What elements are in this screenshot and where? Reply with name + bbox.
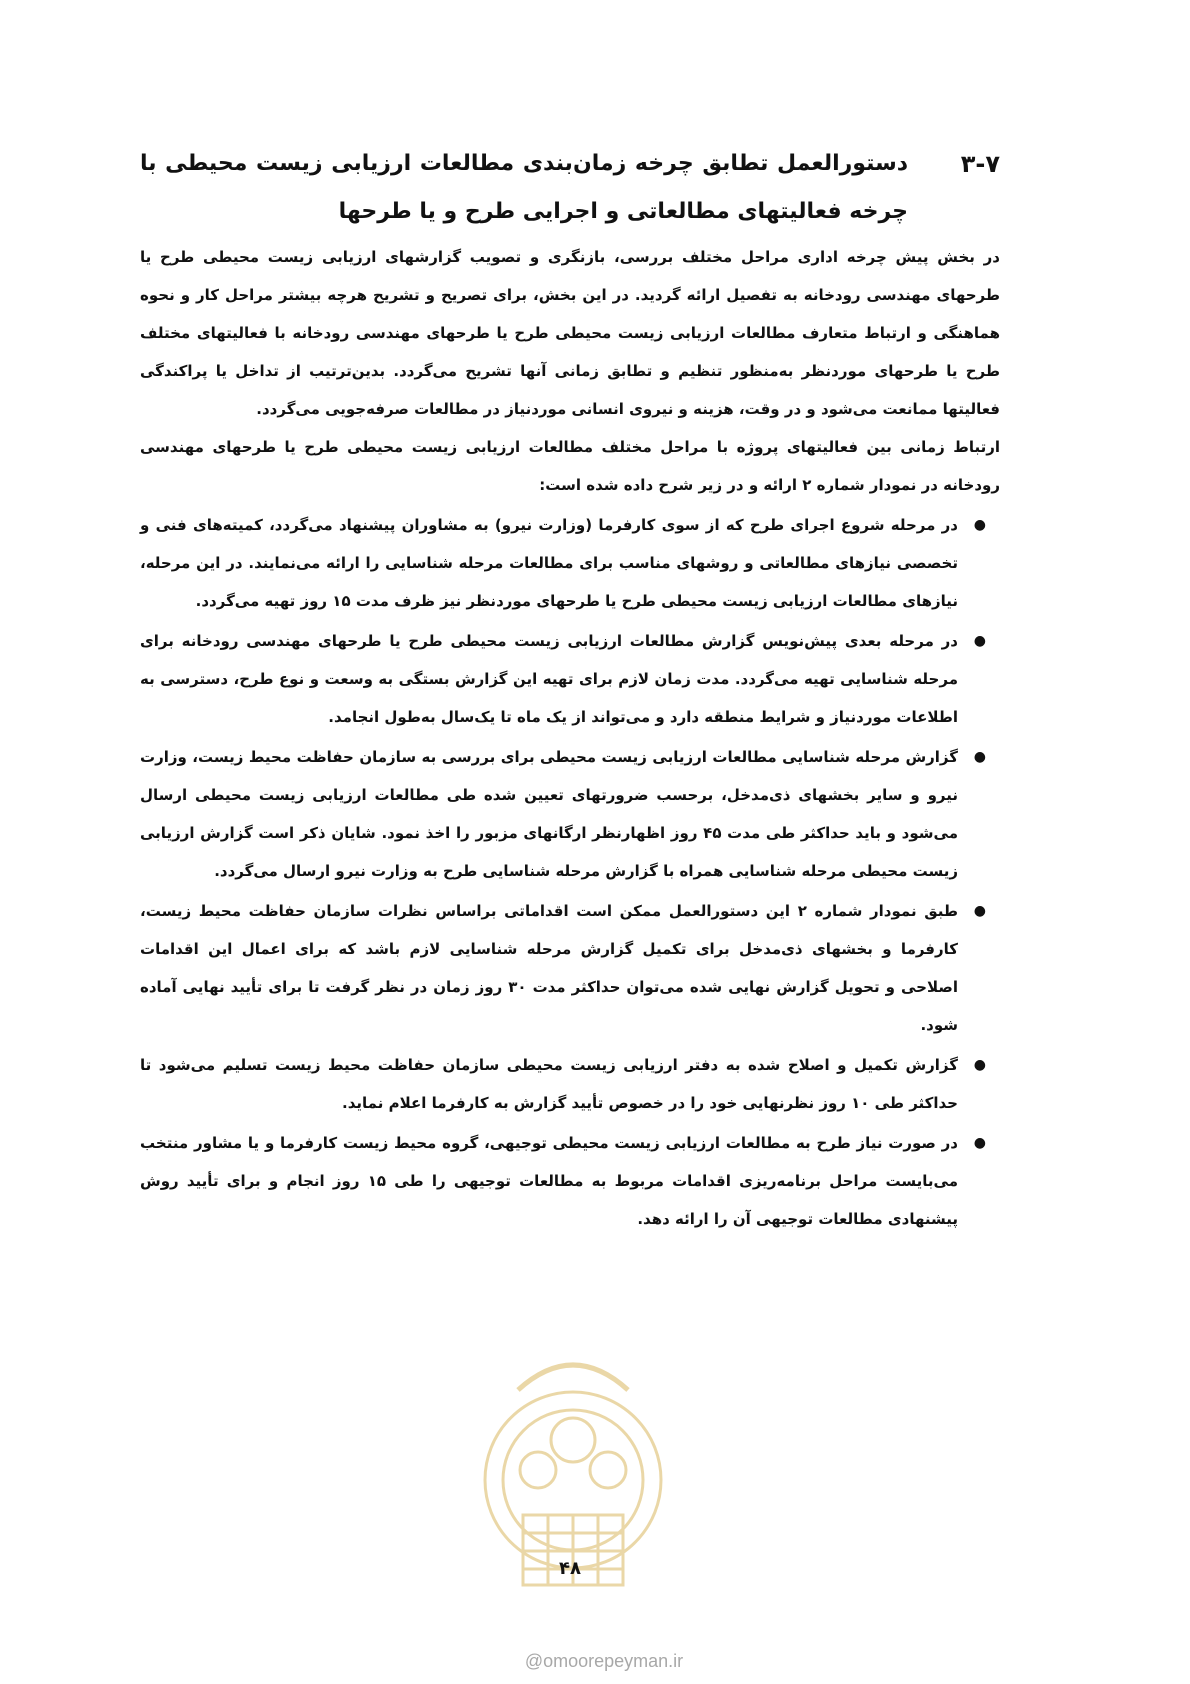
bullet-icon: ● [973,1057,986,1073]
timeline-paragraph: ارتباط زمانی بین فعالیتهای پروژه با مراحل مختلف مطالعات ارزیابی زیست محیطی طرح یا طرحهای مهندسی رودخانه در نمودار شماره ۲ ارائه و در زیر شرح داده شده است: [140,438,1000,494]
section-heading [140,140,1000,236]
bullet-icon: ● [973,749,986,765]
section-title: دستورالعمل تطابق چرخه زمان‌بندی مطالعات ارزیابی زیست محیطی با چرخه فعالیتهای مطالعاتی و اجرایی طرح و یا طرحها [140,151,908,224]
section-body [140,238,1000,1238]
intro-paragraph: در بخش پیش چرخه اداری مراحل مختلف بررسی، بازنگری و تصویب گزارشهای ارزیابی زیست محیطی طرح یا طرحهای مهندسی رودخانه به تفصیل ارائه گردید. در این بخش، برای تصریح و تشریح هرچه بیشتر مراحل کار و نحوه هماهنگی و ارتباط متعارف مطالعات ارزیابی زیست محیطی طرح یا طرحهای مهندسی رودخانه با فعالیتهای مختلف طرح یا طرحهای موردنظر به‌منظور تنظیم و تطابق زمانی آنها تشریح می‌گردد. بدین‌ترتیب از تداخل یا پراکندگی فعالیتها ممانعت می‌شود و در وقت، هزینه و نیروی انسانی موردنیاز در مطالعات صرفه‌جویی می‌گردد. [140,248,1000,418]
list-item-text: طبق نمودار شماره ۲ این دستورالعمل ممکن است اقداماتی براساس نظرات سازمان حفاظت محیط زیست، کارفرما و بخشهای ذی‌مدخل برای تکمیل گزارش مرحله شناسایی لازم باشد که برای اعمال این اقدامات اصلاحی و تحویل گزارش نهایی شده می‌توان حداکثر مدت ۳۰ روز زمان در نظر گرفت تا برای تأیید نهایی آماده شود. [140,902,959,1034]
list-item [140,1046,1000,1122]
list-item [140,892,1000,1044]
list-item-text: گزارش تکمیل و اصلاح شده به دفتر ارزیابی زیست محیطی سازمان حفاظت محیط زیست تسلیم می‌شود تا حداکثر طی ۱۰ روز نظرنهایی خود را در خصوص تأیید گزارش به کارفرما اعلام نماید. [140,1056,958,1112]
watermark-url: @omoorepeyman.ir [524,1651,684,1671]
list-item [140,1124,1000,1238]
steps-list [140,506,1000,1238]
bullet-icon: ● [973,903,986,919]
bullet-icon: ● [973,517,986,533]
list-item-text: در صورت نیاز طرح به مطالعات ارزیابی زیست محیطی توجیهی، گروه محیط زیست کارفرما و یا مشاور منتخب می‌بایست مراحل برنامه‌ریزی اقدامات مربوط به مطالعات توجیهی را طی ۱۵ روز انجام و برای تأیید روش پیشنهادی مطالعات توجیهی آن را ارائه دهد. [140,1134,958,1228]
watermark-seal-icon [478,1330,668,1630]
list-item [140,622,1000,736]
list-item [140,506,1000,620]
bullet-icon: ● [973,633,986,649]
list-item-text: در مرحله بعدی پیش‌نویس گزارش مطالعات ارزیابی زیست محیطی طرح یا طرحهای مهندسی رودخانه برای مرحله شناسایی تهیه می‌گردد. مدت زمان لازم برای تهیه این گزارش بستگی به وسعت و نوع طرح، دسترسی به اطلاعات موردنیاز و شرایط منطقه دارد و می‌تواند از یک ماه تا یک‌سال به‌طول انجامد. [140,632,958,726]
page-number: ۴۸ [559,1558,581,1579]
bullet-icon: ● [973,1135,986,1151]
list-item-text: در مرحله شروع اجرای طرح که از سوی کارفرما (وزارت نیرو) به مشاوران پیشنهاد می‌گردد، کمیته‌های فنی و تخصصی نیازهای مطالعاتی و روشهای مناسب برای مطالعات مرحله شناسایی را ارائه می‌نمایند. در این مرحله، نیازهای مطالعات ارزیابی زیست محیطی طرح یا طرحهای موردنظر نیز ظرف مدت ۱۵ روز تهیه می‌گردد. [140,516,958,610]
list-item [140,738,1000,890]
section-number: ۳-۷ [960,150,1000,178]
list-item-text: گزارش مرحله شناسایی مطالعات ارزیابی زیست محیطی برای بررسی به سازمان حفاظت محیط زیست، وزارت نیرو و سایر بخشهای ذی‌مدخل، برحسب ضرورتهای تعیین شده طی مطالعات ارزیابی زیست محیطی ارسال می‌شود و باید حداکثر طی مدت ۴۵ روز اظهارنظر ارگانهای مزبور را اخذ نمود. شایان ذکر است گزارش ارزیابی زیست محیطی مرحله شناسایی همراه با گزارش مرحله شناسایی طرح به وزارت نیرو ارسال می‌گردد. [140,748,958,880]
